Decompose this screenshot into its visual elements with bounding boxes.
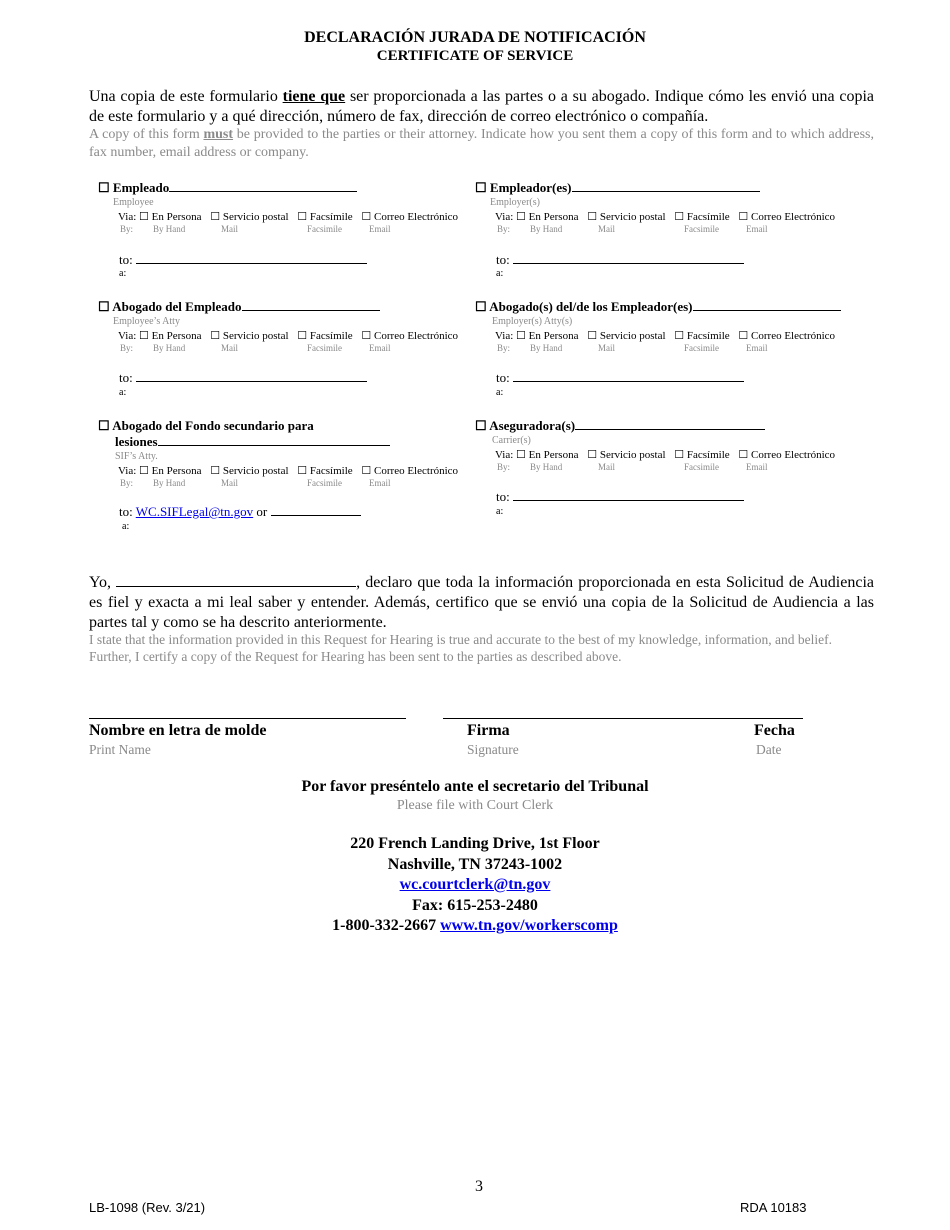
postal-checkbox[interactable]: ☐ <box>587 211 598 223</box>
sif-atty-to-field[interactable]: to: WC.SIFLegal@tn.gov or <box>119 504 361 520</box>
employee-checkbox[interactable]: ☐ <box>98 180 110 195</box>
carrier-checkbox[interactable]: ☐ <box>475 418 487 433</box>
signature-label: Firma <box>467 722 510 739</box>
in-person-checkbox[interactable]: ☐ <box>516 211 526 223</box>
email-checkbox[interactable]: ☐ <box>361 211 372 223</box>
in-person-checkbox[interactable]: ☐ <box>516 449 526 461</box>
declaration-text-es: Yo, , declaro que toda la información proporcionada en esta Solicitud de Audiencia es fiel y exacta a mi leal saber y entender. Además, certifico que se envió una copia de la Solicitud de Audiencia a las partes tal y como se ha descrito anteriormente. <box>89 574 874 631</box>
employer-checkbox[interactable]: ☐ <box>475 180 487 195</box>
print-name-line[interactable] <box>89 718 406 719</box>
email-checkbox[interactable]: ☐ <box>361 330 372 342</box>
form-title-en: CERTIFICATE OF SERVICE <box>376 48 574 64</box>
date-sublabel: Date <box>756 742 782 757</box>
fax-checkbox[interactable]: ☐ <box>674 449 685 461</box>
employee-atty-to-field[interactable]: to: <box>119 370 367 386</box>
employer-atty-to-field[interactable]: to: <box>496 370 744 386</box>
email-checkbox[interactable]: ☐ <box>738 211 749 223</box>
fax-number: Fax: 615-253-2480 <box>412 896 538 914</box>
address-line-2: Nashville, TN 37243-1002 <box>387 855 563 873</box>
declaration-text-en: I state that the information provided in this Request for Hearing is true and accurate to the best of my knowledge, information, and belief. Further, I certify a copy of the Request for Hearing has been sent to the parties as described above. <box>89 632 833 664</box>
sif-atty-checkbox[interactable]: ☐ <box>98 418 110 433</box>
print-name-label: Nombre en letra de molde <box>89 722 267 739</box>
employer-methods: Via: ☐ En Persona ☐ Servicio postal ☐ Facsímile ☐ Correo Electrónico <box>495 211 836 223</box>
sif-atty-methods: Via: ☐ En Persona ☐ Servicio postal ☐ Facsímile ☐ Correo Electrónico <box>118 465 459 477</box>
employee-atty-methods: Via: ☐ En Persona ☐ Servicio postal ☐ Facsímile ☐ Correo Electrónico <box>118 330 459 342</box>
in-person-checkbox[interactable]: ☐ <box>139 465 149 477</box>
postal-checkbox[interactable]: ☐ <box>587 449 598 461</box>
page-number: 3 <box>475 1178 483 1195</box>
intro-text-en: A copy of this form must be provided to the parties or their attorney. Indicate how you sent them a copy of this form and to which address, fax number, email address or company. <box>89 127 875 160</box>
form-title-es: DECLARACIÓN JURADA DE NOTIFICACIÓN <box>304 29 646 46</box>
form-id: LB-1098 (Rev. 3/21) <box>89 1200 206 1215</box>
in-person-checkbox[interactable]: ☐ <box>516 330 526 342</box>
employer-to-field[interactable]: to: <box>496 252 744 268</box>
postal-checkbox[interactable]: ☐ <box>210 211 221 223</box>
declarant-name-field[interactable] <box>116 586 356 587</box>
fax-checkbox[interactable]: ☐ <box>297 330 308 342</box>
employee-to-field[interactable]: to: <box>119 252 367 268</box>
phone-number: 1-800-332-2667 <box>332 917 437 934</box>
employer-atty-checkbox[interactable]: ☐ <box>475 299 487 314</box>
carrier-party: ☐ Aseguradora(s) Carrier(s) <box>475 418 765 446</box>
postal-checkbox[interactable]: ☐ <box>210 330 221 342</box>
carrier-methods: Via: ☐ En Persona ☐ Servicio postal ☐ Facsímile ☐ Correo Electrónico <box>495 449 836 461</box>
fax-checkbox[interactable]: ☐ <box>297 465 308 477</box>
signature-line[interactable] <box>443 718 803 719</box>
rda-number: RDA 10183 <box>740 1200 807 1215</box>
sif-atty-party: ☐ Abogado del Fondo secundario para lesiones SIF’s Atty. <box>98 418 390 462</box>
email-checkbox[interactable]: ☐ <box>738 330 749 342</box>
fax-checkbox[interactable]: ☐ <box>674 330 685 342</box>
court-clerk-email-link[interactable]: wc.courtclerk@tn.gov <box>399 876 551 893</box>
carrier-to-field[interactable]: to: <box>496 489 744 505</box>
employee-methods: Via: ☐ En Persona ☐ Servicio postal ☐ Facsímile ☐ Correo Electrónico <box>118 211 459 223</box>
email-checkbox[interactable]: ☐ <box>361 465 372 477</box>
employer-party: ☐ Empleador(es) Employer(s) <box>475 180 760 208</box>
fax-checkbox[interactable]: ☐ <box>674 211 685 223</box>
employee-atty-party: ☐ Abogado del Empleado Employee’s Atty <box>98 299 380 327</box>
employee-party: ☐ Empleado Employee <box>98 180 357 208</box>
employer-atty-party: ☐ Abogado(s) del/de los Empleador(es) Employer(s) Atty(s) <box>475 299 841 327</box>
date-label: Fecha <box>754 722 795 739</box>
intro-text-es: Una copia de este formulario tiene que ser proporcionada a las partes o a su abogado. Indique cómo les envió una copia de este formulario y a qué dirección, número de fax, dirección de correo electrónico o compañía. <box>89 88 875 125</box>
court-address <box>0 834 950 937</box>
postal-checkbox[interactable]: ☐ <box>210 465 221 477</box>
print-name-sublabel: Print Name <box>89 742 151 757</box>
filing-instruction-en: Please file with Court Clerk <box>396 798 554 813</box>
in-person-checkbox[interactable]: ☐ <box>139 330 149 342</box>
employer-atty-methods: Via: ☐ En Persona ☐ Servicio postal ☐ Facsímile ☐ Correo Electrónico <box>495 330 836 342</box>
in-person-checkbox[interactable]: ☐ <box>139 211 149 223</box>
employee-atty-checkbox[interactable]: ☐ <box>98 299 110 314</box>
sif-legal-email-link[interactable]: WC.SIFLegal@tn.gov <box>135 504 254 519</box>
address-line-1: 220 French Landing Drive, 1st Floor <box>350 835 600 852</box>
postal-checkbox[interactable]: ☐ <box>587 330 598 342</box>
fax-checkbox[interactable]: ☐ <box>297 211 308 223</box>
email-checkbox[interactable]: ☐ <box>738 449 749 461</box>
signature-sublabel: Signature <box>467 742 519 757</box>
website-link[interactable]: www.tn.gov/workerscomp <box>440 917 618 934</box>
filing-instruction-es: Por favor preséntelo ante el secretario del Tribunal <box>301 778 649 795</box>
